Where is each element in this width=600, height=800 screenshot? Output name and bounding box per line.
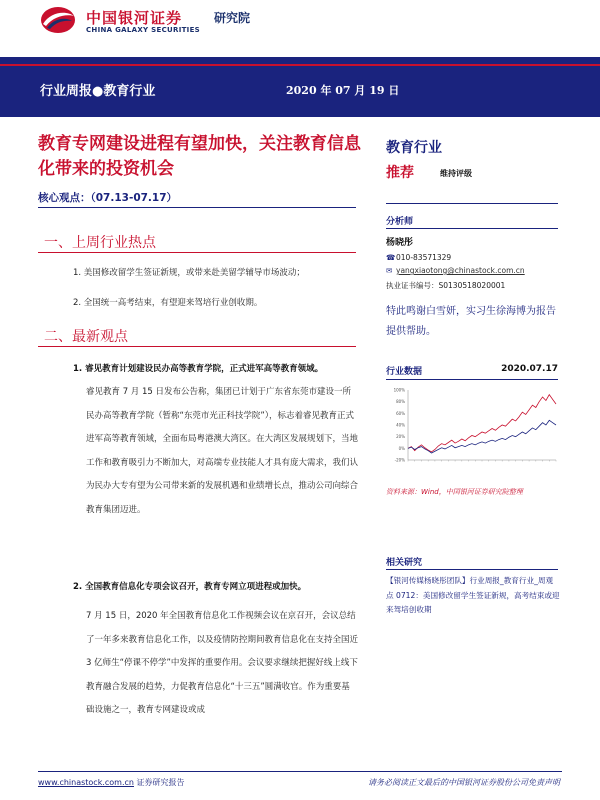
y-tick-label: -20% <box>394 457 405 463</box>
y-tick-label: 100% <box>393 387 405 393</box>
report-header <box>0 0 600 56</box>
sidebar-rating: 维持评级 <box>440 169 472 178</box>
analyst-name: 杨晓彤 <box>386 238 414 248</box>
chart-source: 资料来源：Wind，中国银河证券研究院整理 <box>386 488 523 496</box>
analyst-label: 分析师 <box>386 217 414 227</box>
license-number: 执业证书编号：S0130518020001 <box>386 281 506 290</box>
footer-left <box>38 777 185 788</box>
divider <box>386 228 558 229</box>
email-icon: ✉ <box>386 266 393 275</box>
hotspot-item-1: 1. 美国修改留学生签证新规，或带来赴美留学辅导市场波动； <box>73 268 305 278</box>
report-title: 教育专网建设进程有望加快，关注教育信息化带来的投资机会 <box>38 134 361 179</box>
series-line-1 <box>408 395 556 452</box>
divider <box>38 207 356 208</box>
band-accent-stripe <box>0 64 600 66</box>
view-point-2-body: 7 月 15 日，2020 年全国教育信息化工作视频会议在京召开，会议总结了一年多来教育信息化工作，以及疫情防控期间教育信息化在支持全国近 3 亿师生“停课不停学”中发挥的重要作用。会议要求继续把握好线上线下教育融合发展的趋势，力促教育信息化“十三五”圆满收官。作为重要基础设施之一，教育专网建设或成 <box>86 611 358 716</box>
y-tick-label: 0% <box>398 445 405 451</box>
related-research-link[interactable]: 【银河传媒杨晓彤团队】行业周报_教育行业_周观点 0712：美国修改留学生签证新规，高考结束或迎来驾培创收期 <box>386 576 560 614</box>
sidebar-recommendation: 推荐 <box>386 165 414 181</box>
footer-divider <box>38 771 562 772</box>
hotspot-item-2: 2. 全国统一高考结束，有望迎来驾培行业创收期。 <box>73 298 263 308</box>
divider <box>386 379 558 380</box>
related-research-label: 相关研究 <box>386 558 423 568</box>
footer-website-link[interactable]: www.chinastock.com.cn <box>38 778 134 787</box>
divider <box>38 346 356 347</box>
industry-data-date: 2020.07.17 <box>501 364 558 374</box>
view-point-1-heading: 1. 睿见教育计划建设民办高等教育学院，正式进军高等教育领域。 <box>73 364 324 374</box>
y-tick-label: 20% <box>396 434 405 440</box>
y-tick-label: 40% <box>396 422 405 428</box>
chart-axis <box>408 390 556 460</box>
galaxy-logo-icon <box>38 4 78 36</box>
section-heading-latest-views: 二、最新观点 <box>44 329 128 345</box>
company-name-cn: 中国银河证券 <box>86 9 183 27</box>
footer-disclaimer: 请务必阅读正文最后的中国银河证券股份公司免责声明 <box>368 778 560 787</box>
view-point-1-body: 睿见教育 7 月 15 日发布公告称，集团已计划于广东省东莞市建设一所民办高等教育学院（暂称“东莞市光正科技学院”），标志着睿见教育正式进军高等教育领域，全面布局粤港澳大湾区。在大湾区发展规划下，当地工作和教育吸引力不断加大，对高端专业技能人才具有庞大需求，我们认为民办大专有望为公司带来新的发展机遇和业绩增长点，推动公司向综合教育集团迈进。 <box>86 387 359 515</box>
divider <box>386 569 558 570</box>
acknowledgement: 特此鸣谢白雪妍，实习生徐海博为报告提供帮助。 <box>386 306 556 337</box>
divider <box>386 203 558 204</box>
report-date: 2020 年 07 月 19 日 <box>286 84 400 97</box>
email-link[interactable]: yangxiaotong@chinastock.com.cn <box>396 266 525 275</box>
sidebar-industry: 教育行业 <box>386 140 442 156</box>
series-line-2 <box>408 420 556 453</box>
analyst-phone <box>386 253 451 262</box>
section-heading-hotspots: 一、上周行业热点 <box>44 235 156 251</box>
core-view-label: 核心观点：（07.13-07.17） <box>38 192 178 204</box>
phone-number: 010-83571329 <box>396 253 452 262</box>
footer-report-label: 证券研究报告 <box>133 778 185 787</box>
y-tick-label: 60% <box>396 410 405 416</box>
divider <box>38 252 356 253</box>
industry-data-header <box>386 364 558 377</box>
industry-data-label: 行业数据 <box>386 367 423 377</box>
report-type: 行业周报●教育行业 <box>40 84 156 99</box>
phone-icon: ☎ <box>386 253 396 262</box>
research-dept-label: 研究院 <box>214 11 251 25</box>
y-tick-label: 80% <box>396 399 405 405</box>
view-point-2-heading: 2. 全国教育信息化专项会议召开，教育专网立项进程或加快。 <box>73 582 307 592</box>
analyst-email <box>386 266 525 275</box>
industry-index-chart <box>386 384 558 480</box>
company-name-en: CHINA GALAXY SECURITIES <box>86 26 200 34</box>
